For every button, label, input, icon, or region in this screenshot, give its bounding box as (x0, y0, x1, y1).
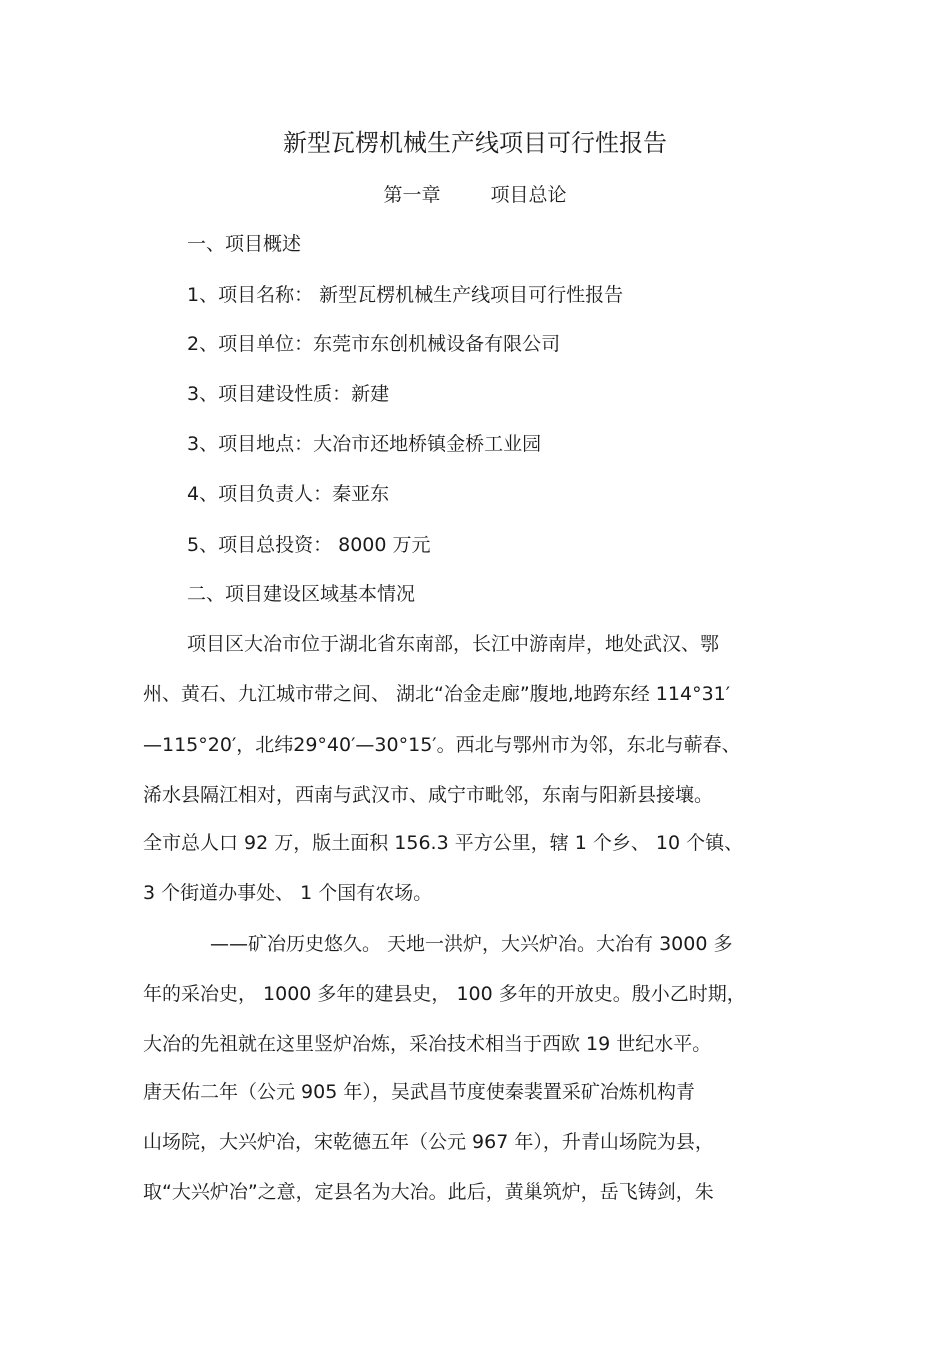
list-item-project-name: 1、项目名称： 新型瓦楞机械生产线项目可行性报告 (187, 284, 624, 306)
chapter-number: 第一章 (383, 184, 441, 206)
paragraph-line: 3 个街道办事处、 1 个国有农场。 (143, 882, 433, 904)
paragraph-line: 浠水县隔江相对，西南与武汉市、咸宁市毗邻，东南与阳新县接壤。 (143, 784, 714, 806)
paragraph-line: ——矿冶历史悠久。 天地一洪炉，大兴炉冶。大冶有 3000 多 (210, 933, 733, 955)
list-item-project-leader: 4、项目负责人：秦亚东 (187, 483, 390, 505)
chapter-heading (0, 183, 950, 207)
list-item-total-investment: 5、项目总投资： 8000 万元 (187, 534, 431, 556)
document-title: 新型瓦楞机械生产线项目可行性报告 (283, 129, 667, 157)
section-heading-region: 二、项目建设区域基本情况 (187, 583, 416, 605)
list-item-construction-nature: 3、项目建设性质：新建 (187, 383, 390, 405)
list-item-project-unit: 2、项目单位：东莞市东创机械设备有限公司 (187, 333, 561, 355)
paragraph-line: 唐天佑二年（公元 905 年），吴武昌节度使秦裴置采矿冶炼机构青 (143, 1081, 695, 1103)
paragraph-line: —115°20′，北纬29°40′—30°15′。西北与鄂州市为邻，东北与蕲春、 (143, 734, 741, 756)
paragraph-line: 山场院，大兴炉冶，宋乾德五年（公元 967 年），升青山场院为县， (143, 1131, 714, 1153)
chapter-name: 项目总论 (490, 184, 567, 206)
list-item-project-location: 3、项目地点：大冶市还地桥镇金桥工业园 (187, 433, 542, 455)
paragraph-line: 州、黄石、九江城市带之间、 湖北“冶金走廊”腹地,地跨东经 114°31′ (143, 683, 731, 705)
paragraph-line: 年的采冶史， 1000 多年的建县史， 100 多年的开放史。殷小乙时期， (143, 983, 746, 1005)
paragraph-line: 大冶的先祖就在这里竖炉冶炼，采冶技术相当于西欧 19 世纪水平。 (143, 1033, 712, 1055)
paragraph-line: 全市总人口 92 万，版土面积 156.3 平方公里，辖 1 个乡、 10 个镇、 (143, 832, 744, 854)
paragraph-line: 项目区大冶市位于湖北省东南部，长江中游南岸，地处武汉、鄂 (187, 633, 720, 655)
section-heading-overview: 一、项目概述 (187, 233, 302, 255)
paragraph-line: 取“大兴炉冶”之意，定县名为大冶。此后，黄巢筑炉，岳飞铸剑，朱 (143, 1181, 714, 1203)
